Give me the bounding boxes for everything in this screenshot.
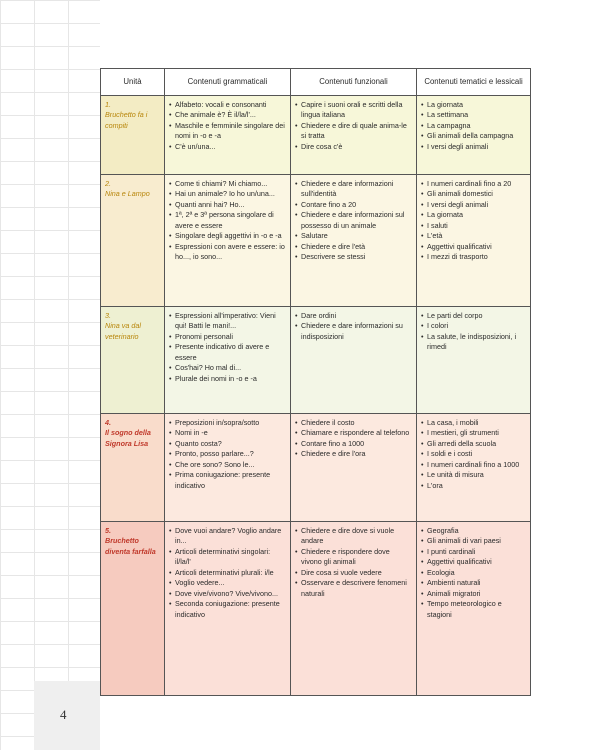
list-item: • Seconda coniugazione: presente indicativo	[169, 599, 286, 620]
functional-cell	[291, 175, 417, 307]
grammar-list	[169, 100, 286, 152]
unit-title: 4. Il sogno della Signora Lisa	[105, 418, 151, 448]
list-item: • Dire cosa si vuole vedere	[295, 568, 412, 578]
list-item: • Chiedere e dire l'ora	[295, 449, 412, 459]
list-item: • Alfabeto: vocali e consonanti	[169, 100, 286, 110]
list-item: • Osservare e descrivere fenomeni naturali	[295, 578, 412, 599]
list-item: • La campagna	[421, 121, 526, 131]
list-item: • Gli animali della campagna	[421, 131, 526, 141]
page-number: 4	[60, 707, 67, 722]
list-item: • Preposizioni in/sopra/sotto	[169, 418, 286, 428]
list-item: • Chiedere e dire dove si vuole andare	[295, 526, 412, 547]
functional-list	[295, 526, 412, 599]
list-item: • Ambienti naturali	[421, 578, 526, 588]
functional-cell	[291, 414, 417, 522]
list-item: • I punti cardinali	[421, 547, 526, 557]
graph-paper-margin	[0, 0, 100, 750]
list-item: • Aggettivi qualificativi	[421, 557, 526, 567]
list-item: • Tempo meteorologico e stagioni	[421, 599, 526, 620]
list-item: • Che ore sono? Sono le...	[169, 460, 286, 470]
list-item: • Contare fino a 1000	[295, 439, 412, 449]
list-item: • Pronomi personali	[169, 332, 286, 342]
functional-list	[295, 311, 412, 342]
table-row	[101, 175, 531, 307]
thematic-list	[421, 418, 526, 491]
table-header-row	[101, 69, 531, 96]
list-item: • I colori	[421, 321, 526, 331]
list-item: • La casa, i mobili	[421, 418, 526, 428]
thematic-list	[421, 311, 526, 353]
grammar-list	[169, 179, 286, 263]
list-item: • Dove vive/vivono? Vive/vivono...	[169, 589, 286, 599]
list-item: • I mestieri, gli strumenti	[421, 428, 526, 438]
thematic-cell	[417, 96, 531, 175]
list-item: • I numeri cardinali fino a 20	[421, 179, 526, 189]
grammar-list	[169, 418, 286, 491]
functional-list	[295, 418, 412, 460]
functional-cell	[291, 522, 417, 696]
list-item: • Voglio vedere...	[169, 578, 286, 588]
thematic-list	[421, 179, 526, 263]
functional-cell	[291, 307, 417, 414]
list-item: • Aggettivi qualificativi	[421, 242, 526, 252]
list-item: • Plurale dei nomi in -o e -a	[169, 374, 286, 384]
list-item: • Articoli determinativi plurali: i/le	[169, 568, 286, 578]
list-item: • Maschile e femminile singolare dei nomi in -o e -a	[169, 121, 286, 142]
list-item: • Pronto, posso parlare...?	[169, 449, 286, 459]
list-item: • Geografia	[421, 526, 526, 536]
unit-cell	[101, 414, 165, 522]
list-item: • Articoli determinativi singolari: il/la/l'	[169, 547, 286, 568]
curriculum-table	[100, 68, 531, 696]
list-item: • Le parti del corpo	[421, 311, 526, 321]
thematic-cell	[417, 307, 531, 414]
functional-list	[295, 179, 412, 263]
page-number-box	[34, 681, 100, 750]
list-item: • L'età	[421, 231, 526, 241]
list-item: • Espressioni all'imperativo: Vieni qui! Batti le mani!...	[169, 311, 286, 332]
list-item: • Dare ordini	[295, 311, 412, 321]
list-item: • Ecologia	[421, 568, 526, 578]
unit-cell	[101, 175, 165, 307]
list-item: • I versi degli animali	[421, 142, 526, 152]
thematic-cell	[417, 175, 531, 307]
unit-cell	[101, 522, 165, 696]
list-item: • Capire i suoni orali e scritti della lingua italiana	[295, 100, 412, 121]
list-item: • Dove vuoi andare? Voglio andare in...	[169, 526, 286, 547]
thematic-cell	[417, 414, 531, 522]
list-item: • Chiamare e rispondere al telefono	[295, 428, 412, 438]
list-item: • Gli arredi della scuola	[421, 439, 526, 449]
header-functional: Contenuti funzionali	[291, 69, 417, 96]
list-item: • Gli animali domestici	[421, 189, 526, 199]
list-item: • Nomi in -e	[169, 428, 286, 438]
list-item: • Dire cosa c'è	[295, 142, 412, 152]
table-row	[101, 522, 531, 696]
header-grammar: Contenuti grammaticali	[165, 69, 291, 96]
list-item: • Le unità di misura	[421, 470, 526, 480]
list-item: • Quanto costa?	[169, 439, 286, 449]
list-item: • Salutare	[295, 231, 412, 241]
list-item: • La giornata	[421, 100, 526, 110]
list-item: • Presente indicativo di avere e essere	[169, 342, 286, 363]
list-item: • La giornata	[421, 210, 526, 220]
thematic-cell	[417, 522, 531, 696]
list-item: • Chiedere il costo	[295, 418, 412, 428]
list-item: • Singolare degli aggettivi in -o e -a	[169, 231, 286, 241]
list-item: • I saluti	[421, 221, 526, 231]
list-item: • Prima coniugazione: presente indicativo	[169, 470, 286, 491]
grammar-list	[169, 526, 286, 620]
list-item: • Chiedere e rispondere dove vivono gli animali	[295, 547, 412, 568]
list-item: • Chiedere e dare informazioni sul possesso di un animale	[295, 210, 412, 231]
list-item: • Chiedere e dare informazioni su indisposizioni	[295, 321, 412, 342]
list-item: • Come ti chiami? Mi chiamo...	[169, 179, 286, 189]
grammar-cell	[165, 307, 291, 414]
grammar-cell	[165, 96, 291, 175]
table-row	[101, 414, 531, 522]
list-item: • Chiedere e dire di quale anima-le si tratta	[295, 121, 412, 142]
table-row	[101, 96, 531, 175]
thematic-list	[421, 526, 526, 620]
thematic-list	[421, 100, 526, 152]
list-item: • Che animale è? È il/la/l'...	[169, 110, 286, 120]
list-item: • Descrivere se stessi	[295, 252, 412, 262]
list-item: • Gli animali di vari paesi	[421, 536, 526, 546]
list-item: • Hai un animale? Io ho un/una...	[169, 189, 286, 199]
list-item: • C'è un/una...	[169, 142, 286, 152]
unit-title: 5. Bruchetto diventa farfalla	[105, 526, 156, 556]
list-item: • I numeri cardinali fino a 1000	[421, 460, 526, 470]
list-item: • Cos'hai? Ho mal di...	[169, 363, 286, 373]
list-item: • Chiedere e dire l'età	[295, 242, 412, 252]
list-item: • Chiedere e dare informazioni sull'identità	[295, 179, 412, 200]
list-item: • I mezzi di trasporto	[421, 252, 526, 262]
functional-cell	[291, 96, 417, 175]
list-item: • I soldi e i costi	[421, 449, 526, 459]
unit-title: 3. Nina va dal veterinario	[105, 311, 141, 341]
unit-cell	[101, 96, 165, 175]
grammar-cell	[165, 175, 291, 307]
list-item: • Quanti anni hai? Ho...	[169, 200, 286, 210]
grammar-cell	[165, 414, 291, 522]
list-item: • Espressioni con avere e essere: io ho..., io sono...	[169, 242, 286, 263]
list-item: • Animali migratori	[421, 589, 526, 599]
list-item: • L'ora	[421, 481, 526, 491]
list-item: • La settimana	[421, 110, 526, 120]
list-item: • I versi degli animali	[421, 200, 526, 210]
unit-cell	[101, 307, 165, 414]
grammar-cell	[165, 522, 291, 696]
header-thematic: Contenuti tematici e lessicali	[417, 69, 531, 96]
functional-list	[295, 100, 412, 152]
list-item: • La salute, le indisposizioni, i rimedi	[421, 332, 526, 353]
table-row	[101, 307, 531, 414]
list-item: • Contare fino a 20	[295, 200, 412, 210]
list-item: • 1ª, 2ª e 3ª persona singolare di avere e essere	[169, 210, 286, 231]
unit-title: 2. Nina e Lampo	[105, 179, 150, 199]
grammar-list	[169, 311, 286, 384]
unit-title: 1. Bruchetto fa i compiti	[105, 100, 148, 130]
header-unit: Unità	[101, 69, 165, 96]
